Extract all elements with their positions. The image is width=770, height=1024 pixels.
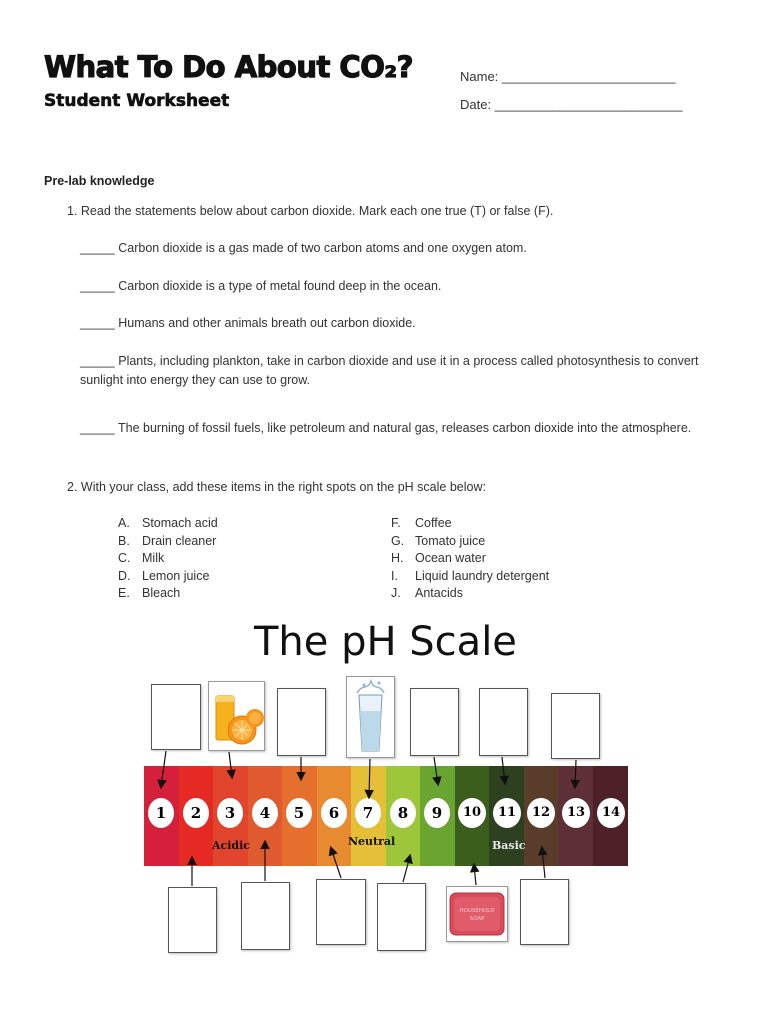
worksheet-subtitle: Student Worksheet xyxy=(44,91,230,111)
ph-number-13: 13 xyxy=(562,798,590,828)
ph-number-4: 4 xyxy=(252,798,278,828)
statement-5[interactable]: _____ The burning of fossil fuels, like petroleum and natural gas, releases carbon dioxide into the atmosphere. xyxy=(80,421,692,435)
ph-number-5: 5 xyxy=(286,798,312,828)
ph-number-2: 2 xyxy=(183,798,209,828)
arrow xyxy=(161,751,166,787)
list-item: G. Tomato juice xyxy=(391,533,486,548)
statement-1[interactable]: _____ Carbon dioxide is a gas made of two carbon atoms and one oxygen atom. xyxy=(80,241,527,255)
arrow xyxy=(403,856,410,882)
list-item: I. Liquid laundry detergent xyxy=(391,568,550,583)
arrow xyxy=(369,759,370,797)
ph-number-6: 6 xyxy=(321,798,347,828)
ph-number-1: 1 xyxy=(148,798,174,828)
list-item: B. Drain cleaner xyxy=(118,533,217,548)
list-item: E. Bleach xyxy=(118,586,181,600)
ph-number-7: 7 xyxy=(355,798,381,828)
ph-number-11: 11 xyxy=(493,798,521,828)
arrow xyxy=(502,757,505,783)
worksheet-title: What To Do About CO₂? xyxy=(44,50,413,84)
list-item: D. Lemon juice xyxy=(118,568,210,583)
acidic-label: Acidic xyxy=(212,839,250,852)
list-item: J. Antacids xyxy=(391,586,463,600)
prelab-heading: Pre-lab knowledge xyxy=(44,174,155,188)
statement-2[interactable]: _____ Carbon dioxide is a type of metal found deep in the ocean. xyxy=(80,279,442,293)
name-field[interactable]: Name: ________________________ xyxy=(460,69,676,84)
arrow xyxy=(434,757,438,784)
arrow xyxy=(229,752,232,777)
question-1: 1. Read the statements below about carbon dioxide. Mark each one true (T) or false (F). xyxy=(67,204,554,218)
arrow xyxy=(575,760,576,787)
soap-text-1: HOUSEHOLD xyxy=(459,908,495,914)
date-field[interactable]: Date: __________________________ xyxy=(460,97,683,112)
ph-number-12: 12 xyxy=(527,798,555,828)
ph-number-3: 3 xyxy=(217,798,243,828)
statement-3[interactable]: _____ Humans and other animals breath out carbon dioxide. xyxy=(80,316,416,330)
arrow xyxy=(331,848,341,878)
statement-4[interactable]: _____ Plants, including plankton, take in carbon dioxide and use it in a process called photosynthesis to convert xyxy=(80,354,699,368)
list-item: F. Coffee xyxy=(391,516,452,530)
statement-4-continued: sunlight into energy they can use to grow. xyxy=(80,373,311,387)
question-2: 2. With your class, add these items in the right spots on the pH scale below: xyxy=(67,480,486,494)
list-item: H. Ocean water xyxy=(391,551,486,565)
ph-number-9: 9 xyxy=(424,798,450,828)
basic-label: Basic xyxy=(492,839,526,852)
neutral-label: Neutral xyxy=(348,835,396,848)
ph-number-10: 10 xyxy=(458,798,486,828)
ph-scale-title: The pH Scale xyxy=(254,619,517,665)
list-item: C. Milk xyxy=(118,551,165,565)
ph-number-8: 8 xyxy=(390,798,416,828)
ph-number-14: 14 xyxy=(597,798,625,828)
arrow xyxy=(542,848,545,878)
list-item: A. Stomach acid xyxy=(118,516,218,530)
arrow xyxy=(474,865,476,885)
soap-text-2: SOAP xyxy=(469,916,485,922)
